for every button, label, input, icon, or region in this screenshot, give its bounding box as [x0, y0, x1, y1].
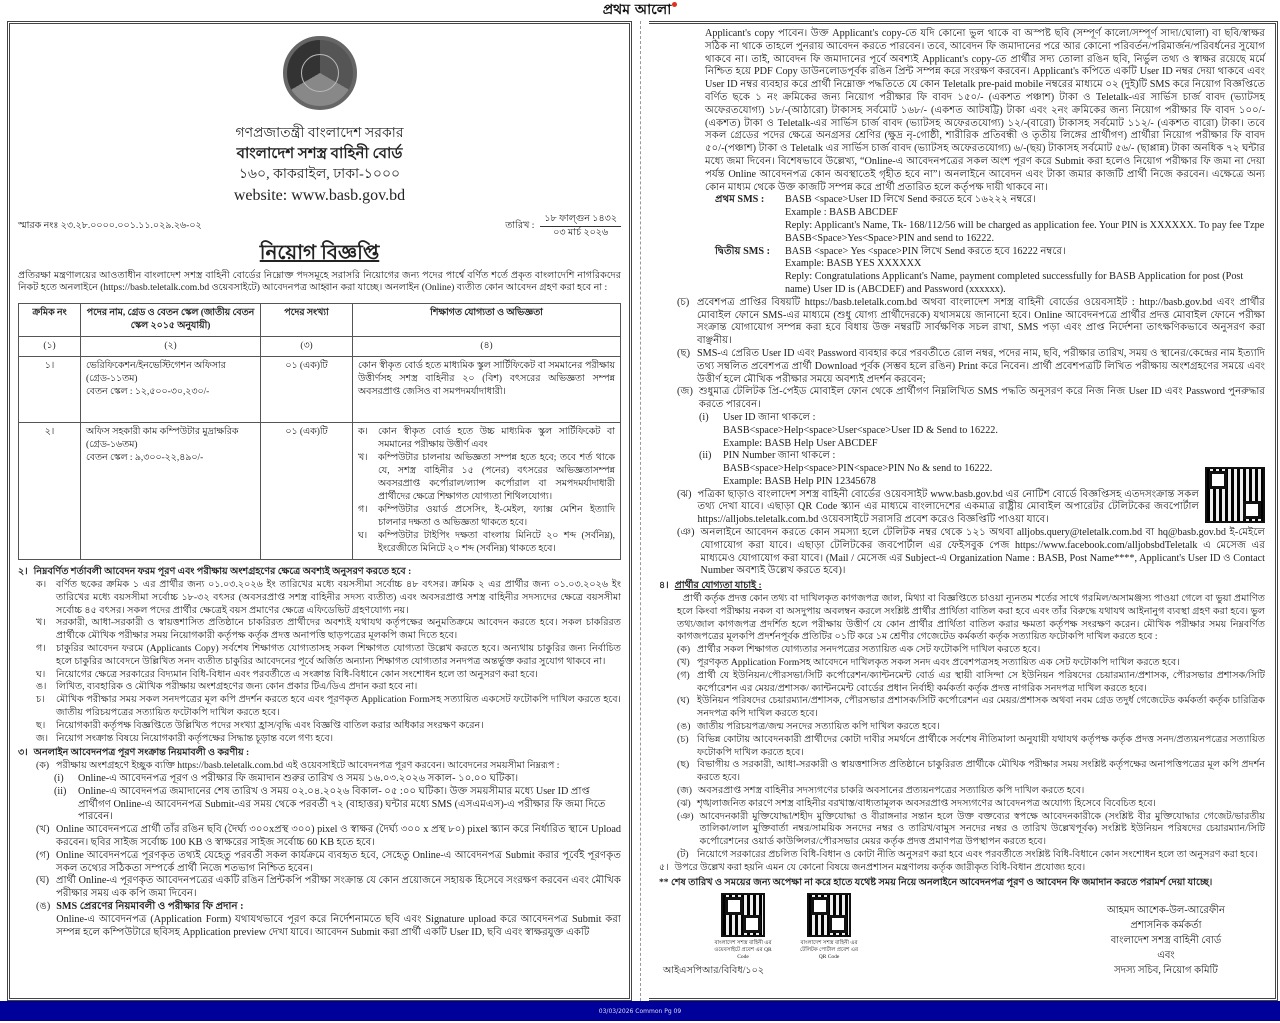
- item-key: জ।: [36, 732, 49, 744]
- post-grade: (গ্রেড-১১তম): [86, 374, 138, 385]
- item-text: পত্রিকা ছাড়াও বাংলাদেশ সশস্ত্র বাহিনী বোর্ডের ওয়েবসাইট www.basb.gov.bd এর নোটিশ বোর্ডে বিজ্ঞপ্তিসহ এতদসংক্রান্ত সকল তথ্য দেখা যাবে। এছাড়া QR Code স্ক্যান এর মাধ্যমে বাংলাদেশের একমাত্র রাষ্ট্রীয় মোবাইল অপারেটর টেলিটকের জবপোর্টাল https://alljobs.teletalk.com.bd ওয়েবসাইটে সরাসরি প্রবেশ করেও বিজ্ঞপ্তিটি পাওয়া যাবে।: [697, 488, 1199, 526]
- section-number: ৫।: [659, 861, 669, 873]
- item-text: বিভিন্ন কোটায় আবেদনকারী প্রার্থীদের কোটা দাবীর সমর্থনে প্রার্থীকে সর্বশেষ নীতিমালা অনুযায়ী যথাযথ কর্তৃপক্ষ কর্তৃক প্রদত্ত সনদ/প্রত্যয়নপত্রের সত্যায়িত ফটোকপি দাখিল করতে হবে।: [697, 733, 1265, 758]
- newspaper-masthead: [0, 2, 1280, 18]
- item-key: (ii): [54, 785, 67, 797]
- list-item: [659, 695, 1265, 721]
- qr-code-icon[interactable]: [721, 893, 765, 937]
- item-text: অবসরপ্রাপ্ত সশস্ত্র বাহিনীর সদস্যগণের চাকরি অবসানের প্রত্যয়নপত্রের সত্যায়িত কপি দাখিল করতে হবে।: [697, 785, 1085, 797]
- row-serial: ১।: [19, 357, 81, 423]
- item-text: Online আবেদনপত্রে পূরণকৃত তথ্যই যেহেতু পরবর্তী সকল কার্যক্রমে ব্যবহৃত হবে, সেহেতু Online-এ আবেদনপত্র Submit করার পূর্বেই পূরণকৃত সকল তথ্যের সঠিকতা সম্পর্কে প্রার্থী নিজে শতভাগ নিশ্চিত হবেন।: [56, 849, 621, 874]
- pay-scale: বেতন স্কেল : ৯,৩০০-২২,৪৯০/-: [86, 453, 204, 464]
- item-key: ঘ।: [36, 668, 46, 680]
- first-sms: [705, 194, 1265, 245]
- item-text: বিভাগীয় ও সরকারী, আধা-সরকারী ও স্বায়ত্তশাসিত প্রতিষ্ঠানে চাকুরিরত প্রার্থীকে মৌখিক পরীক্ষার সময় সংশ্লিষ্ট কর্তৃপক্ষের অনাপত্তিপত্রের মূল কপি প্রদর্শন করতে হবে।: [697, 759, 1265, 784]
- signatory-conjunction: এবং: [1157, 950, 1175, 962]
- list-item: [659, 849, 1265, 862]
- condition-list: [18, 579, 621, 745]
- col-header: পদের সংখ্যা: [261, 304, 353, 337]
- sms-line: Reply: Applicant's Name, Tk- 168/112/56 will be charged as application fee. Your PIN is XXXXXX. To pay fee Tzpe BASB<Space>Yes<Space>PIN and send to 16222.: [785, 219, 1265, 244]
- list-item: [18, 720, 621, 733]
- govt-name: গণপ্রজাতন্ত্রী বাংলাদেশ সরকার: [235, 126, 404, 141]
- item-key: (ট): [677, 849, 689, 860]
- table-column-number-row: [19, 337, 621, 357]
- list-item: [18, 617, 621, 643]
- item-key: (গ): [36, 849, 50, 861]
- page-fold-divider: [640, 21, 641, 1001]
- item-text: নিয়োগের ক্ষেত্রে সরকারের বিদ্যমান বিধি-বিধান এবং পরবর্তীতে এ সংক্রান্ত বিধি-বিধানে কোন সংশোধন হলে তা অনুসরণ করা হবে।: [56, 668, 538, 680]
- item-key: গ।: [36, 642, 46, 654]
- qr-code-icon[interactable]: [1205, 467, 1265, 523]
- item-text: অনলাইনে আবেদন করতে কোন সমস্যা হলে টেলিটক নম্বর থেকে ১২১ অথবা alljobs.query@teletalk.com.bd বা hq@basb.gov.bd ই-মেইলে যোগাযোগ করা যাবে। এছাড়া টেলিটকের জবপোর্টাল এর ফেইসবুক পেজ https://www.facebook.com/alljobsbdTeletalk এ মেসেজ এর মাধ্যমেও যোগাযোগ করা যাবে। (Mail / মেসেজ এর Subject-এ Organization Name : BASB, Post Name****, Applicant's User ID ও Contact Number অবশ্যই উল্লেখ করতে হবে)।: [700, 527, 1265, 577]
- qr-caption: বাংলাদেশ সশস্ত্র বাহিনী এর টেলিটক পোর্টাল প্রবেশ এর QR Code: [800, 940, 858, 961]
- ispr-reference: আইএসপিআর/বিবিধ/১০২: [663, 965, 765, 977]
- signatory-name: আহমদ আশেক-উল-আরেফীন: [1106, 905, 1225, 917]
- item-key: (গ): [677, 669, 690, 681]
- table-row: [19, 357, 621, 423]
- notice-right-panel: [649, 21, 1278, 1001]
- item-text: Online আবেদনপত্রে প্রার্থী তাঁর রঙিন ছবি (দৈর্ঘ্য ৩০০xপ্রস্থ ৩০০) pixel ও স্বাক্ষর (দৈর্ঘ্য ৩০০ x প্রস্থ ৮০) pixel স্ক্যান করে নির্ধারিত স্থানে Upload করবেন। ছবির সাইজ সর্বোচ্চ 100 KB ও স্বাক্ষরের সাইজ সর্বোচ্চ 60 KB হতে হবে।: [56, 824, 621, 848]
- footer-text: 03/03/2026 Common Pg 09: [598, 1008, 682, 1015]
- section-title: নিম্নবর্ণিত শর্তাবলী আবেদন ফরম পূরণ এবং পরীক্ষায় অংশগ্রহণের ক্ষেত্রে অবশ্যই অনুসরণ করতে হবে :: [33, 566, 412, 578]
- list-item: [659, 297, 1265, 348]
- recover-line: User ID জানা থাকলে :: [723, 411, 816, 423]
- list-item: [659, 785, 1265, 798]
- instruction-list: [659, 297, 1265, 412]
- item-text: জাতীয় পরিচয়পত্র/জন্ম সনদের সত্যায়িত কপি দাখিল করতে হবে।: [697, 721, 940, 733]
- post-count: ০১ (এক)টি: [261, 357, 353, 423]
- item-text: প্রার্থী Online-এ পূরণকৃত আবেদনপত্রের একটি রঙিন প্রিন্টকপি পরীক্ষা সংক্রান্ত যে কোন প্রয়োজনে সহায়ক হিসেবে সংরক্ষণ করবেন এবং মৌখিক পরীক্ষার সময় এক কপি জমা দিবেন।: [56, 875, 621, 900]
- item-key: (খ): [36, 824, 50, 836]
- date-label: তারিখ :: [505, 220, 535, 231]
- list-item: [659, 386, 1265, 412]
- item-text: প্রবেশপত্র প্রাপ্তির বিষয়টি https://basb.teletalk.com.bd অথবা বাংলাদেশ সশস্ত্র বাহিনী বোর্ডের ওয়েবসাইট : http://basb.gov.bd এবং প্রার্থীর মোবাইল ফোনে SMS-এর মাধ্যমে (শুধু যোগ্য প্রার্থীদেরকে) যথাসময়ে জানানো হবে। Online আবেদনপত্রে প্রার্থীর প্রদত্ত মোবাইল ফোনে পরীক্ষা সংক্রান্ত যোগাযোগ সম্পন্ন করা হবে বিধায় উক্ত নম্বরটি সার্বক্ষণিক সচল রাখা, SMS পড়া এবং প্রাপ্ত নির্দেশনা তাৎক্ষণিকভাবে অনুসরণ করা বাঞ্ছনীয়।: [697, 296, 1265, 347]
- fee-instructions: Applicant's copy পাবেন। উক্ত Applicant's copy-তে যদি কোনো ভুল থাকে বা অস্পষ্ট ছবি (সম্পূর্ণ কালো/সম্পূর্ণ সাদা/ঘোলা) বা ছবি/স্বাক্ষর সঠিক না থাকে তাহলে পুনরায় আবেদন করতে পারবেন। তবে, আবেদন ফি জমাদানের পরে আর কোনো পরিবর্তন/পরিমার্জন/পরিবর্ধনের সুযোগ থাকবে না। তাই, আবেদন ফি জমাদানের পূর্বে অবশ্যই Applicant's copy-তে প্রার্থীর সদ্য তোলা রঙিন ছবি, নির্ভুল তথ্য ও স্বাক্ষর রয়েছে মর্মে নিশ্চিত হয়ে PDF Copy ডাউনলোডপূর্বক রঙিন প্রিন্ট সম্পন্ন করে সংরক্ষণ করবেন। Applicant's কপিতে একটি User ID নম্বর দেয়া থাকবে এবং User ID নম্বর ব্যবহার করে প্রার্থী নিম্নোক্ত পদ্ধতিতে যে কোন Teletalk pre-paid mobile নম্বরের মাধ্যমে ০২ (দুই)টি SMS করে নিয়োগ বিজ্ঞপ্তিতে বর্ণিত ছকে ১ নং ক্রমিকের জন্য নিয়োগ পরীক্ষার ফি বাবদ ১৫০/- (একশত পঞ্চাশ) টাকা ও Teletalk-এর সার্ভিস চার্জ বাবদ (ভ্যাটসহ অফেরতযোগ্য) ১৮/-(আঠারো) টাকাসহ সর্বমোট ১৬৮/- (একশত আটষট্টি) টাকা এবং ২নং ক্রমিকের জন্য নিয়োগ পরীক্ষার ফি বাবদ ১০০/- (একশত) টাকা ও Teletalk-এর সার্ভিস চার্জ বাবদ (ভ্যাটসহ অফেরতযোগ্য) ১২/-(বারো) টাকাসহ সর্বমোট ১১২/- (একশত বারো) টাকা। তবে সকল গ্রেডের পদের ক্ষেত্রে অনগ্রসর শ্রেণির (ক্ষুদ্র নৃ-গোষ্ঠী, শারীরিক প্রতিবন্ধী ও তৃতীয় লিঙ্গের প্রার্থীগণ) প্রার্থীরা নিয়োগ পরীক্ষার ফি বাবদ ৫০/-(পঞ্চাশ) টাকা ও Teletalk এর সার্ভিস চার্জ বাবদ (ভ্যাটসহ অফেরতযোগ্য) ৬/-(ছয়) টাকাসহ সর্বমোট ৫৬/- (ছাপ্পান্ন) টাকা অনধিক ৭২ ঘন্টার মধ্যে জমা দিবেন। বিশেষভাবে উল্লেখ্য, “Online-এ আবেদনপত্রের সকল অংশ পূরণ করে Submit করা হলেও নিয়োগ পরীক্ষার ফি জমা না দেয়া পর্যন্ত Online আবেদনপত্র কোন অবস্থাতেই গৃহীত হবে না”। অনলাইনে আবেদন এবং টাকা জমার কাজটি প্রার্থী নিজে করবেন। এক্ষেত্রে অন্য কোন মাধ্যম থেকে উক্ত কাজটি সম্পন্ন করে প্রার্থী প্রতারিত হলে কর্তৃপক্ষ দায়ী থাকবে না।: [705, 28, 1265, 193]
- section-title: অনলাইন আবেদনপত্র পূরণ সংক্রান্ত নিয়মাবলী ও করণীয় :: [33, 747, 250, 759]
- list-item: [18, 694, 621, 720]
- item-key: (জ): [677, 386, 693, 398]
- signatory-designation: প্রশাসনিক কর্মকর্তা: [1130, 920, 1202, 932]
- masthead-logo-text: প্রথম আলো: [602, 2, 672, 18]
- list-item: [659, 798, 1265, 811]
- list-item: [659, 670, 1265, 696]
- item-text: সরকারী, আধা-সরকারী ও স্বায়ত্তশাসিত প্রতিষ্ঠানে চাকরিরত প্রার্থীদের অবশ্যই যথাযথ কর্তৃপক্ষের অনুমতিক্রমে আবেদন করতে হবে। সকল চাকরিরত প্রার্থীকে মৌখিক পরীক্ষার সময় নিয়োগকারী কর্তৃপক্ষ কর্তৃক প্রদত্ত অনাপত্তি ছাড়পত্রের মূলকপি জমা দিতে হবে।: [56, 617, 621, 642]
- section-number: ২।: [18, 566, 28, 578]
- item-key: খ।: [36, 617, 46, 629]
- qr-code-icon[interactable]: [807, 893, 851, 937]
- section-number: ৩।: [18, 747, 28, 759]
- list-item: [659, 657, 1265, 670]
- col-header: শিক্ষাগত যোগ্যতা ও অভিজ্ঞতা: [353, 304, 621, 337]
- sms-line: Example: BASB YES XXXXXX: [785, 258, 922, 270]
- signature-block: [1107, 903, 1225, 978]
- item-text: চাকুরির আবেদন ফরমে (Applicants Copy) সর্বশেষ শিক্ষাগত যোগ্যতাসহ সকল শিক্ষাগত যোগ্যতা উল্লেখ করতে হবে। অন্যথায় চাকুরির জন্য নির্বাচিত হলে চাকুরির আবেদনে উল্লিখিত সনদ ব্যতীত চাকুরির আবেদনের পূর্বে অর্জিত অন্যান্য শিক্ষাগত যোগ্যতার সনদপত্র অন্তর্ভুক্ত করার সুযোগ থাকবে না।: [56, 642, 621, 667]
- item-key: (ঘ): [677, 695, 690, 707]
- item-text: Online-এ আবেদনপত্র জমাদানের শেষ তারিখ ও সময় ০২.০৪.২০২৬ বিকাল- ০৫ :০০ ঘটিকা। উক্ত সময়সীমার মধ্যে User ID প্রাপ্ত প্রার্থীগণ Online-এ আবেদনপত্র Submit-এর সময় থেকে পরবর্তী ৭২ (বাহাত্তর) ঘন্টার মধ্যে SMS (এসএমএস)-এ পরীক্ষার ফি জমা দিতে পারবেন।: [78, 785, 606, 823]
- item-key: ক।: [36, 578, 47, 590]
- item-key: চ।: [36, 694, 45, 706]
- item-text: শৃঙ্খলাজনিত কারণে সশস্ত্র বাহিনীর বরখাস্ত/বাধ্যতামূলক অবসরপ্রাপ্ত সদস্যগণের আবেদনপত্র অযোগ্য হিসেবে বিবেচিত হবে।: [697, 797, 1156, 809]
- item-key: (ঞ): [677, 527, 695, 539]
- section-conditions: [18, 566, 621, 745]
- section-title: প্রার্থীর যোগ্যতা যাচাই :: [674, 580, 762, 592]
- item-key: (চ): [677, 733, 689, 745]
- item-key: (ঝ): [677, 488, 692, 500]
- advisory-note: ** শেষ তারিখ ও সময়ের জন্য অপেক্ষা না করে হাতে যথেষ্ট সময় নিয়ে অনলাইনে আবেদনপত্র পূরণ ও আবেদন ফি জমাদান করতে পরামর্শ দেয়া যাচ্ছে।: [659, 876, 1213, 888]
- recover-line: Example: BASB Help User ABCDEF: [723, 437, 878, 449]
- item-key: (ঞ): [677, 810, 694, 822]
- list-item: [18, 681, 621, 694]
- section-intro: প্রার্থী কর্তৃক প্রদত্ত কোন তথ্য বা দাখিলকৃত কাগজপত্র জাল, মিথ্যা বা বিজ্ঞপ্তিতে চাওয়া ন্যূনতম শর্তের সাথে গরমিল/অসামঞ্জস্য পাওয়া গেলে বা ভুয়া প্রমাণিত হলে কিংবা পরীক্ষায় নকল বা অসদুপায় অবলম্বন করলে সংশ্লিষ্ট প্রার্থীর প্রার্থিতা বাতিল করা হবে এবং তাঁর বিরুদ্ধে যথাযথ আইনানুগ ব্যবস্থা গ্রহণ করা হবে। ভুল তথ্য/জাল কাগজপত্র প্রদর্শিত হলে পরীক্ষায় উত্তীর্ণ যে কোন প্রার্থীর প্রার্থিতা বাতিল করার ক্ষমতা কর্তৃপক্ষ সংরক্ষণ করেন। মৌখিক পরীক্ষার সময় নিম্নবর্ণিত কাগজপত্রের মূলকপি প্রদর্শনপূর্বক প্রতিটির ০১টি করে ১ম শ্রেণীর গেজেটেড কর্মকর্তা কর্তৃক সত্যায়িত ফটোকপি দাখিল করতে হবে :: [677, 593, 1265, 643]
- item-text: শুধুমাত্র টেলিটক প্রি-পেইড মোবাইল ফোন থেকে প্রার্থীগণ নিম্নলিখিত SMS পদ্ধতি অনুসরণ করে নিজ নিজ User ID এবং Password পুনরুদ্ধার করতে পারবেন।: [698, 386, 1265, 411]
- col-number: (৩): [261, 337, 353, 357]
- item-text: ইউনিয়ন পরিষদের চেয়ারম্যান/প্রশাসক, পৌরসভার প্রশাসক/সিটি কর্পোরেশন এর মেয়র/প্রশাসক অথবা নবম গ্রেড তদুর্ধ গেজেটেড কর্মকর্তা কর্তৃক চারিত্রিক সনদপত্র কপি দাখিল করতে হবে।: [697, 695, 1265, 720]
- sms-line: BASB <space>User ID লিখে Send করতে হবে ১৬২২২ নম্বরে।: [785, 194, 1036, 206]
- list-item: [659, 734, 1265, 760]
- post-grade: (গ্রেড-১৬তম): [86, 440, 138, 451]
- sms-line: Reply: Congratulations Applicant's Name, payment completed successfully for BASB Application for post (Post name) User ID is (ABCDEF) and Password (xxxxxx).: [785, 271, 1244, 295]
- item-text: বর্ণিত ছকের ক্রমিক ১ এর প্রার্থীর জন্য ০১.০৩.২০২৬ ইং তারিখের মধ্যে বয়সসীমা সর্বোচ্চ ৪৮ বৎসর। ক্রমিক ২ এর প্রার্থীর জন্য ০১.০৩.২০২৬ ইং তারিখের মধ্যে বয়সসীমা সর্বোচ্চ ১৮-৩২ বৎসর (অবসরপ্রাপ্ত সশস্ত্র বাহিনীর সদস্য ব্যতীত) এবং অবসরপ্রাপ্ত সশস্ত্র বাহিনীর সদস্যদের ক্ষেত্রে বয়সসীমা সর্বোচ্চ ৪৫ বৎসর। সকল পদের প্রার্থীর ক্ষেত্রেই বয়স প্রমাণের ক্ষেত্রে এফিডেভিট গ্রহণযোগ্য নয়।: [56, 578, 621, 616]
- qr-caption: বাংলাদেশ সশস্ত্র বাহিনী এর ওয়েবসাইটে প্রবেশ এর QR Code: [714, 940, 772, 961]
- item-key: (i): [699, 411, 709, 423]
- item-key: (ছ): [677, 759, 690, 771]
- list-item: [18, 733, 621, 746]
- item-key: (চ): [677, 296, 690, 308]
- recover-line: BASB<space>Help<space>PIN<space>PIN No & send to 16222.: [723, 463, 993, 475]
- notice-left-panel: [7, 21, 632, 1001]
- notice-title: নিয়োগ বিজ্ঞপ্তি: [259, 241, 380, 264]
- vacancy-table: [18, 303, 621, 560]
- item-text: লিখিত, ব্যবহারিক ও মৌখিক পরীক্ষায় অংশগ্রহণের জন্য কোন প্রকার টিএ/ডিএ প্রদান করা হবে না।: [56, 681, 418, 693]
- item-text: পরীক্ষায় অংশগ্রহণে ইচ্ছুক ব্যক্তি https://basb.teletalk.com.bd এই ওয়েবসাইটে আবেদনপত্র পূরণ করবেন। আবেদনের সময়সীমা নিম্নরূপ :: [56, 760, 560, 772]
- document-list: [659, 644, 1265, 862]
- qualification: কম্পিউটার চালনায় অভিজ্ঞতা সম্পন্ন হতে হবে; তবে শর্ত থাকে যে, সশস্ত্র বাহিনীর ১৫ (পনের) বৎসরের অভিজ্ঞতাসম্পন্ন অবসরপ্রাপ্ত কর্পোরাল/ল্যান্স কর্পোরাল বা সমপদমর্যাদাধারী প্রার্থীদের ক্ষেত্রে শিক্ষাগত যোগ্যতা শিথিলযোগ্য।: [378, 453, 615, 503]
- list-item: [659, 644, 1265, 657]
- item-key: (ঝ): [677, 797, 691, 809]
- basb-emblem-logo: [283, 36, 357, 110]
- sms-line: Example : BASB ABCDEF: [785, 207, 898, 219]
- list-item: [18, 643, 621, 669]
- item-text: নিয়োগে সরকারের প্রচলিত বিধি-বিধান ও কোটা নীতি অনুসরণ করা হবে এবং পরবর্তীতে সংশ্লিষ্ট বিধি-বিধানে কোন সংশোধন হলে তা অনুসরণ করা হবে।: [697, 849, 1258, 860]
- list-item: [18, 669, 621, 682]
- item-key: গ।: [358, 505, 368, 516]
- item-key: (ঘ): [36, 875, 50, 887]
- item-key: (জ): [677, 785, 692, 797]
- memo-row: [18, 213, 621, 240]
- item-key: খ।: [358, 453, 368, 464]
- item-text: নিয়োগ সংক্রান্ত বিষয়ে নিয়োগকারী কর্তৃপক্ষের সিদ্ধান্ত চূড়ান্ত বলে গণ্য হবে।: [56, 732, 334, 744]
- item-text: Online-এ আবেদনপত্র পূরণ ও পরীক্ষার ফি জমাদান শুরুর তারিখ ও সময় ১৬.০৩.২০২৬ সকাল- ১০.০০ ঘটিকা।: [78, 772, 519, 784]
- col-number: (১): [19, 337, 81, 357]
- org-name: বাংলাদেশ সশস্ত্র বাহিনী বোর্ড: [236, 146, 403, 162]
- recover-line: Example: BASB Help PIN 12345678: [723, 475, 876, 487]
- item-key: ঙ।: [36, 681, 47, 693]
- post-cell: [81, 357, 261, 423]
- col-number: (৪): [353, 337, 621, 357]
- table-header-row: [19, 304, 621, 337]
- item-key: ক।: [358, 427, 368, 438]
- list-item: [659, 759, 1265, 785]
- signatory-org: বাংলাদেশ সশস্ত্র বাহিনী বোর্ড: [1110, 935, 1222, 947]
- sms-label: প্রথম SMS :: [715, 194, 765, 206]
- org-website: website: www.basb.gov.bd: [233, 187, 406, 204]
- item-key: ঘ।: [358, 531, 368, 542]
- notice-intro: প্রতিরক্ষা মন্ত্রণালয়ের আওতাধীন বাংলাদেশ সশস্ত্র বাহিনী বোর্ডের নিম্নোক্ত পদসমূহে সরাসরি নিয়োগের জন্য পদের পার্শ্বে বর্ণিত শর্তে প্রকৃত বাংলাদেশি নাগরিকদের নিকট হতে অনলাইনে (https://basb.teletalk.com.bd ওয়েবসাইটে) আবেদনপত্র আহ্বান করা যাচ্ছে। অনলাইন (Online) ব্যতীত কোন আবেদন গ্রহণ করা হবে না :: [18, 269, 621, 294]
- qualification: কম্পিউটার ওয়ার্ড প্রসেসিং, ই-মেইল, ফ্যাক্স মেশিন ইত্যাদি চালনার দক্ষতা ও অভিজ্ঞতা থাকতে হবে।: [378, 505, 615, 529]
- item-text: SMS-এ প্রেরিত User ID এবং Password ব্যবহার করে পরবর্তীতে রোল নম্বর, পদের নাম, ছবি, পরীক্ষার তারিখ, সময় ও স্থানের/কেন্দ্রের নাম ইত্যাদি তথ্য সম্বলিত প্রবেশপত্র প্রার্থী Download পূর্বক (সম্ভব হলে রঙিন) Print করে নিবেন। প্রার্থী প্রবেশপত্রটি লিখিত পরীক্ষায় অংশগ্রহণের সময়ে এবং উত্তীর্ণ হলে মৌখিক পরীক্ষার সময়ে অবশ্যই প্রদর্শন করবেন;: [697, 347, 1265, 385]
- page-footer-bar: [0, 1001, 1280, 1021]
- item-key: (ঙ): [36, 900, 51, 912]
- post-count: ০১ (এক)টি: [261, 423, 353, 560]
- second-sms: [705, 246, 1265, 297]
- row-serial: ২।: [19, 423, 81, 560]
- item-key: (ঙ): [677, 721, 691, 733]
- item-key: (ক): [677, 644, 691, 656]
- section-online-rules: [18, 747, 621, 939]
- date-gregorian: ০৩ মার্চ ২০২৬: [553, 227, 609, 238]
- org-header: [18, 124, 621, 207]
- item-key: ছ।: [36, 719, 46, 731]
- section-number: ৪।: [659, 580, 669, 592]
- date-bengali: ১৮ ফাল্গুন ১৪৩২: [540, 213, 621, 227]
- item-text: Online-এ আবেদনপত্র (Application Form) যথাযথভাবে পূরণ করে নির্দেশনামতে ছবি এবং Signature upload করে আবেদনপত্র Submit করা সম্পন্ন হলে কম্পিউটারে ছবিসহ Application preview দেখা যাবে। আবেদন Submit করা প্রার্থী একটি User ID, ছবি এবং স্বাক্ষরযুক্ত একটি: [56, 913, 621, 938]
- post-name: ভেরিফিকেশন/ইনভেস্টিগেশন অফিসার: [86, 361, 226, 372]
- item-key: (খ): [677, 657, 690, 669]
- recover-line: PIN Number জানা থাকলে :: [723, 450, 836, 462]
- memo-number: স্মারক নংঃ ২৩.২৮.০০০০.০০১.১১.০২৯.২৬-০২: [18, 220, 202, 231]
- sms-line: BASB <space> Yes <space>PIN লিখে Send করতে হবে 16222 নম্বরে।: [785, 245, 1066, 257]
- list-item: [659, 811, 1265, 849]
- item-text: পূরণকৃত Application Formসহ আবেদনে দাখিলকৃত সকল সনদ এবং প্রবেশপত্রসহ সত্যায়িত এক সেট ফটোকপি দাখিল করতে হবে।: [697, 657, 1180, 669]
- list-item: [659, 348, 1265, 386]
- pay-scale: বেতন স্কেল : ১২,৫০০-৩০,২৩০/-: [86, 387, 210, 398]
- item-text: প্রার্থী যে ইউনিয়ন/পৌরসভা/সিটি কর্পোরেশন/ক্যান্টনমেন্ট বোর্ড এর স্থায়ী বাসিন্দা সে ইউনিয়ন পরিষদের চেয়ারম্যান/প্রশাসক, পৌরসভার প্রশাসক/সিটি কর্পোরেশন এর মেয়র/প্রশাসক/ ক্যান্টনমেন্ট বোর্ডের প্রধান নির্বাহী কর্মকর্তা কর্তৃক প্রদত্ত নাগরিক সনদপত্র দাখিল করতে হবে।: [697, 669, 1265, 694]
- item-text: নিয়োগকারী কর্তৃপক্ষ বিজ্ঞপ্তিতে উল্লিখিত পদের সংখ্যা হ্রাস/বৃদ্ধি এবং বিজ্ঞপ্তি বাতিল করার অধিকার সংরক্ষণ করেন।: [56, 719, 484, 731]
- list-item: [659, 721, 1265, 734]
- col-header: পদের নাম, গ্রেড ও বেতন স্কেল (জাতীয় বেতন স্কেল ২০১৫ অনুযায়ী): [81, 304, 261, 337]
- section-text: উপরে উল্লেখ করা হয়নি এমন যে কোনো বিষয়ে জনপ্রশাসন মন্ত্রণালয় কর্তৃক জারীকৃত বিধি-বিধান প্রযোজ্য হবে।: [674, 861, 1086, 873]
- list-item: [18, 579, 621, 617]
- item-key: (ছ): [677, 347, 690, 359]
- org-address: ১৬০, কাকরাইল, ঢাকা-১০০০: [238, 167, 401, 182]
- col-number: (২): [81, 337, 261, 357]
- recover-line: BASB<space>Help<space>User<space>User ID & Send to 16222.: [723, 424, 998, 436]
- table-row: [19, 423, 621, 560]
- item-text: প্রার্থীর সকল শিক্ষাগত যোগ্যতার সনদপত্রের সত্যায়িত এক সেট ফটোকপি দাখিল করতে হবে।: [697, 644, 1041, 656]
- item-key: (ii): [699, 450, 712, 462]
- qualification: কম্পিউটার টাইপিং দক্ষতা বাংলায় মিনিটে ২০ শব্দ (সর্বনিম্ন), ইংরেজীতে মিনিটে ২০ শব্দ (সর্বনিম্ন) থাকতে হবে।: [378, 531, 615, 555]
- col-header: ক্রমিক নং: [19, 304, 81, 337]
- post-name: অফিস সহকারী কাম কম্পিউটার মুদ্রাক্ষরিক: [86, 427, 239, 438]
- qualification: কোন স্বীকৃত বোর্ড হতে মাধ্যমিক স্কুল সার্টিফিকেট বা সমমানের পরীক্ষায় উত্তীর্ণসহ সশস্ত্র বাহিনীর ২০ (বিশ) বৎসরের অভিজ্ঞতা সম্পন্ন অবসরপ্রাপ্ত জেসিও বা সমপদমর্যাদাধারী।: [353, 357, 621, 423]
- masthead-sun-icon: [672, 2, 677, 7]
- post-cell: [81, 423, 261, 560]
- item-key: (i): [54, 772, 64, 784]
- qualification-list: [353, 423, 621, 560]
- item-text: মৌখিক পরীক্ষার সময় সকল সনদপত্রের মূল কপি প্রদর্শন করতে হবে এবং পূরণকৃত Application Formসহ সত্যায়িত একসেট ফটোকপি দাখিল করতে হবে। জাতীয় পরিচয়পত্রের সত্যায়িত ফটোকপি দাখিল করতে হবে।: [56, 694, 621, 718]
- sms-label: দ্বিতীয় SMS :: [715, 245, 770, 257]
- item-text: আবেদনকারী মুক্তিযোদ্ধা/শহীদ মুক্তিযোদ্ধা ও বীরাঙ্গনার সন্তান হলে উক্ত বক্তব্যের স্বপক্ষে আবেদনকারীকে (সংশ্লিষ্ট বীর মুক্তিযোদ্ধার গেজেট/ভারতীয় তালিকা/লাল মুক্তিবার্তা নম্বর/সাময়িক সনদের নম্বর ও তারিখ/বামুস সনদের নম্বর ও তারিখ উল্লেখপূর্বক) সংশ্লিষ্ট ইউনিয়ন পরিষদের চেয়ারম্যান/সিটি কর্পোরেশনের ওয়ার্ড কাউন্সিলর/পৌরসভার মেয়র কর্তৃক প্রদত্ত প্রমাণপত্র উপস্থাপন করতে হবে।: [699, 810, 1265, 848]
- item-title: SMS প্রেরণের নিয়মাবলী ও পরীক্ষার ফি প্রদান :: [56, 900, 244, 912]
- signatory-role: সদস্য সচিব, নিয়োগ কমিটি: [1114, 965, 1218, 977]
- qualification: কোন স্বীকৃত বোর্ড হতে উচ্চ মাধ্যমিক স্কুল সার্টিফিকেট বা সমমানের পরীক্ষায় উত্তীর্ণ এবং: [378, 427, 615, 451]
- notice-date: [505, 213, 621, 240]
- item-key: (ক): [36, 760, 50, 772]
